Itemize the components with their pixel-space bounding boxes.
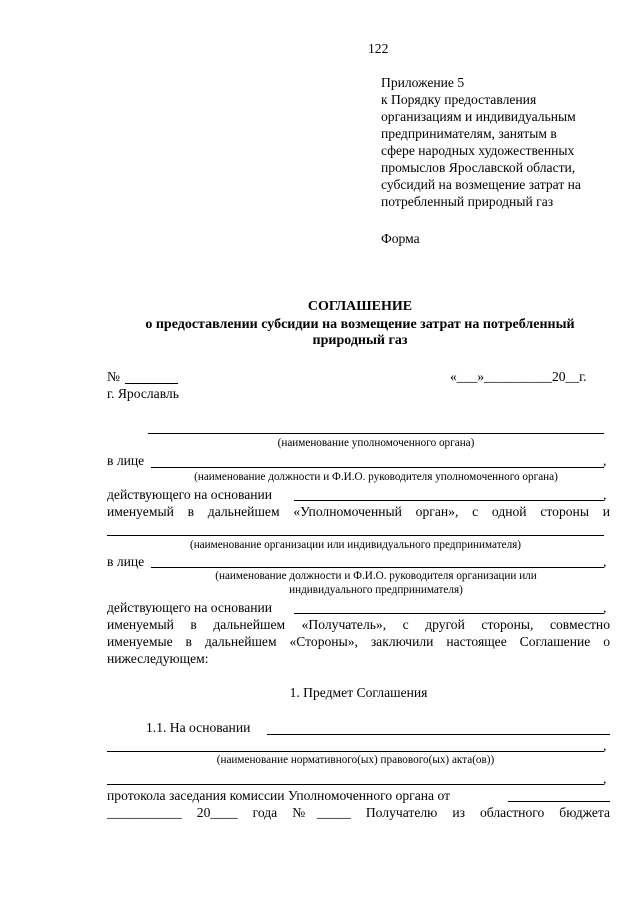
appendix-line: к Порядку предоставления: [381, 92, 537, 107]
authority-name-line: [148, 433, 604, 434]
protocol-text: протокола заседания комиссии Уполномоченного органа от: [107, 788, 451, 803]
caption-legal-acts: (наименование нормативного(ых) правового(ых) акта(ов)): [216, 754, 495, 766]
document-title: СОГЛАШЕНИЕ: [307, 299, 413, 314]
comma: ,: [603, 554, 607, 569]
comma: ,: [603, 600, 607, 615]
in-person-label-2: в лице: [107, 554, 145, 569]
form-label: Форма: [381, 231, 420, 246]
acting-basis-line-2: [294, 613, 604, 614]
appendix-line: сфере народных художественных: [381, 143, 575, 158]
acting-basis-label-2: действующего на основании: [107, 600, 273, 615]
document-subtitle-line2: природный газ: [312, 333, 408, 348]
caption-head-authority: (наименование должности и Ф.И.О. руководителя уполномоченного органа): [194, 471, 558, 483]
appendix-line: организациям и индивидуальным: [381, 109, 576, 124]
acting-basis-label-1: действующего на основании: [107, 487, 273, 502]
named-authority-text: именуемый в дальнейшем «Уполномоченный орган», с одной стороны и: [107, 504, 610, 519]
in-person-label-1: в лице: [107, 453, 145, 468]
caption-organization: (наименование организации или индивидуального предпринимателя): [189, 539, 522, 551]
named-recipient-line1: именуемый в дальнейшем «Получатель», с другой стороны, совместно: [107, 617, 610, 632]
appendix-line: субсидий на возмещение затрат на: [381, 177, 581, 192]
legal-acts-line: [107, 751, 604, 752]
agreement-date: «___»__________20__г.: [450, 369, 587, 384]
appendix-line: Приложение 5: [381, 75, 465, 90]
appendix-line: предпринимателям, занятым в: [381, 126, 557, 141]
appendix-line: промыслов Ярославской области,: [381, 160, 576, 175]
comma: ,: [603, 771, 607, 786]
authority-head-line: [151, 467, 604, 468]
appendix-line: потребленный природный газ: [381, 194, 554, 209]
agreement-number-blank: [125, 383, 178, 384]
acting-basis-line-1: [294, 500, 604, 501]
organization-head-line: [151, 567, 604, 568]
clause-1-1-label: 1.1. На основании: [146, 720, 251, 735]
document-subtitle-line1: о предоставлении субсидии на возмещение затрат на потребленный: [145, 317, 575, 332]
section-1-heading: 1. Предмет Соглашения: [289, 685, 428, 700]
agreement-city: г. Ярославль: [107, 386, 179, 401]
protocol-date-line: [508, 801, 610, 802]
appendix-block: [381, 74, 581, 210]
recipient-budget-line: ___________ 20____ года №_____ Получателю из областного бюджета: [107, 805, 610, 820]
page-number: 122: [368, 41, 389, 56]
comma: ,: [603, 453, 607, 468]
comma: ,: [603, 487, 607, 502]
named-recipient-line2: именуемые в дальнейшем «Стороны», заключили настоящее Соглашение о: [107, 634, 610, 649]
named-recipient-line3: нижеследующем:: [107, 651, 209, 666]
clause-1-1-line: [267, 734, 610, 735]
extra-blank-line: [107, 784, 604, 785]
caption-head-org-line2: индивидуального предпринимателя): [289, 584, 463, 596]
agreement-number-label: №: [107, 369, 120, 384]
organization-name-line: [107, 535, 604, 536]
caption-authority: (наименование уполномоченного органа): [277, 437, 475, 449]
comma: ,: [603, 738, 607, 753]
caption-head-org-line1: (наименование должности и Ф.И.О. руководителя организации или: [215, 570, 537, 582]
